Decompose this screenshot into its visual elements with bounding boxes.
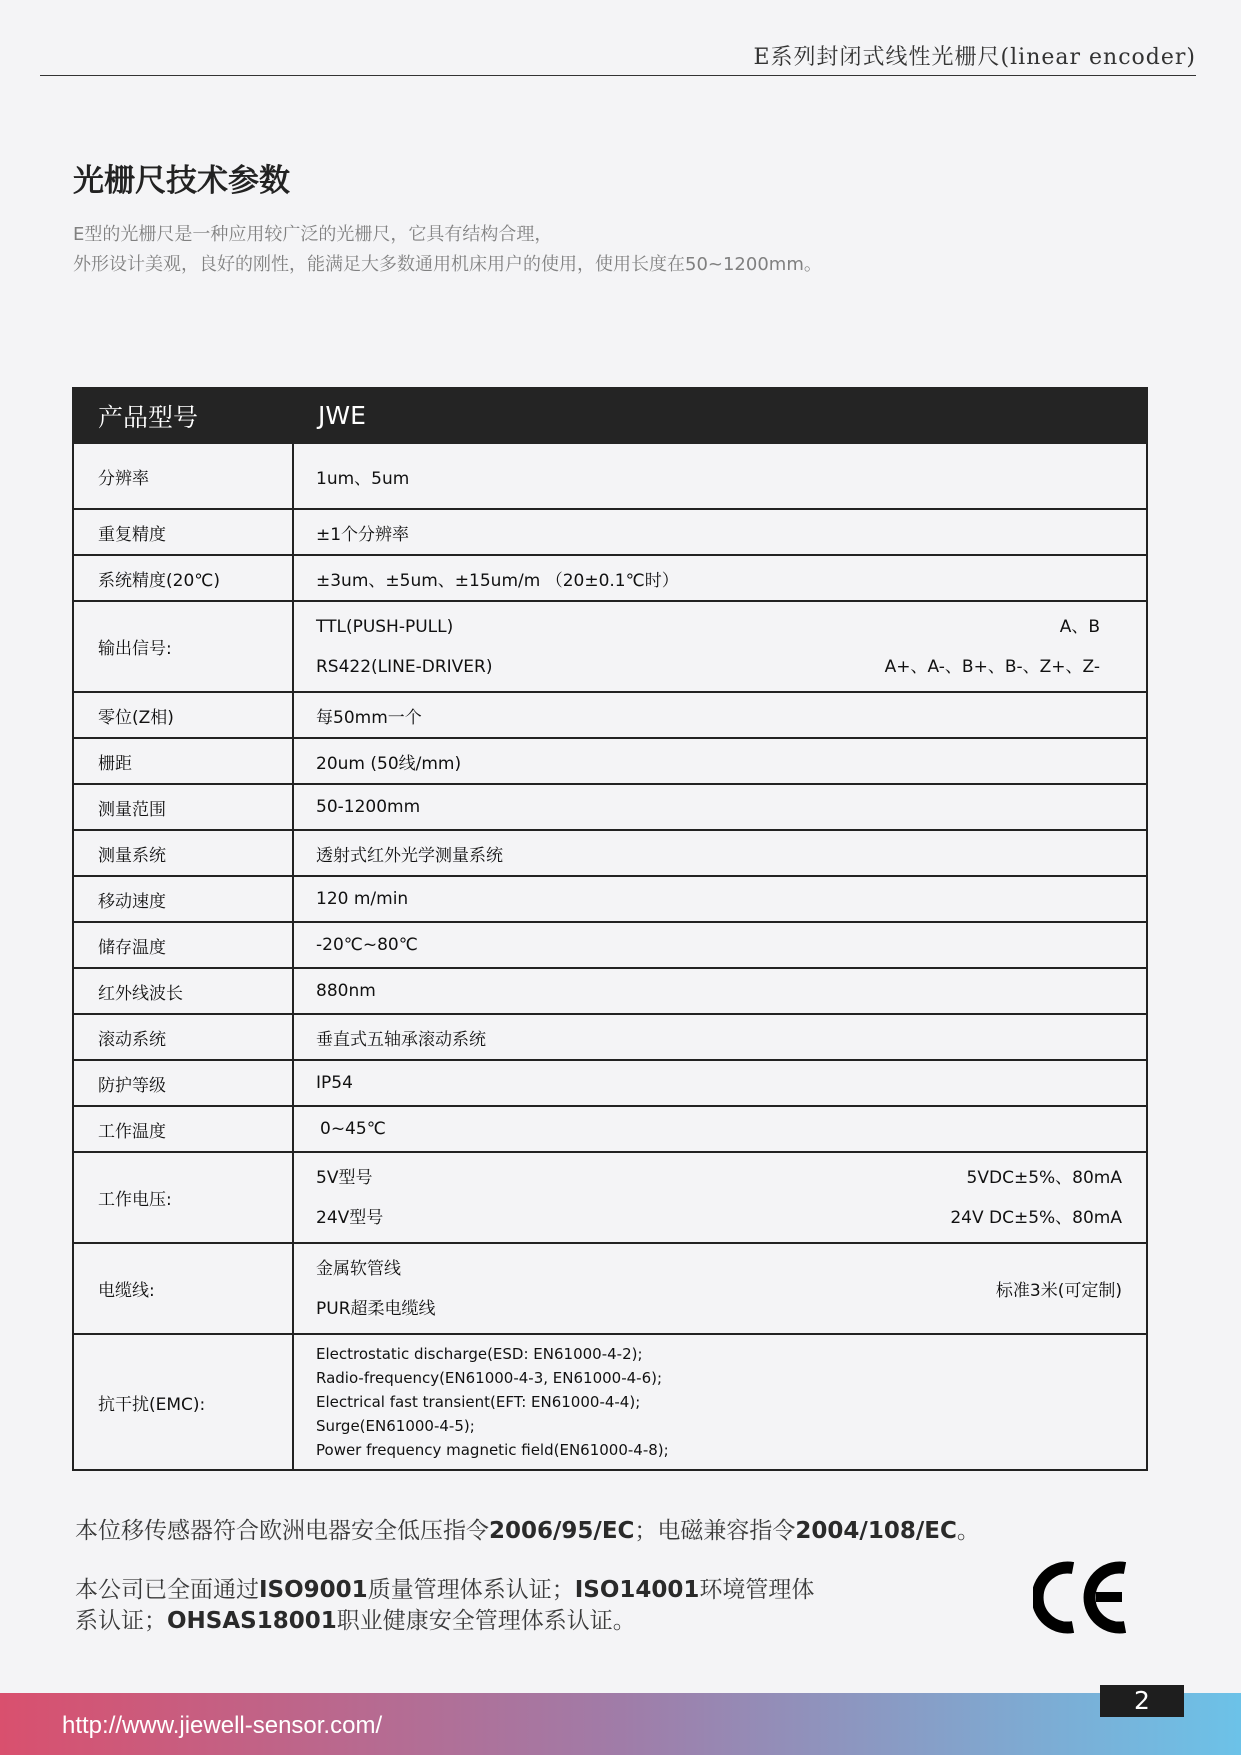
row-value: 1um、5um	[293, 443, 1147, 509]
table-header-row	[73, 388, 1147, 443]
row-label: 移动速度	[73, 876, 293, 922]
table-row	[73, 1152, 1147, 1243]
cable-types	[316, 1249, 436, 1329]
row-value: 50-1200mm	[293, 784, 1147, 830]
row-label: 抗干扰(EMC):	[73, 1334, 293, 1470]
cable-type: PUR超柔电缆线	[316, 1298, 436, 1319]
table-row	[73, 968, 1147, 1014]
table-row	[73, 876, 1147, 922]
cert-code: 2006/95/EC	[489, 1518, 635, 1544]
output-channels: A、B	[1059, 616, 1100, 637]
table-row	[73, 922, 1147, 968]
cable-block	[316, 1249, 1122, 1329]
cert-line	[75, 1606, 814, 1637]
table-row	[73, 1014, 1147, 1060]
header-label: 产品型号	[73, 388, 293, 443]
cert-code: 2004/108/EC	[795, 1518, 957, 1544]
intro-text	[73, 220, 822, 280]
cert-text: 本公司已全面通过	[75, 1577, 259, 1603]
row-label: 零位(Z相)	[73, 692, 293, 738]
row-value	[293, 1243, 1147, 1334]
emc-item: Radio-frequency(EN61000-4-3, EN61000-4-6);	[316, 1369, 663, 1387]
table-row	[73, 692, 1147, 738]
row-value: 20um (50线/mm)	[293, 738, 1147, 784]
voltage-line	[316, 1158, 1122, 1198]
spec-table	[72, 387, 1148, 1471]
voltage-model: 24V型号	[316, 1207, 384, 1228]
cert-text: ；电磁兼容指令	[634, 1518, 796, 1544]
cable-type: 金属软管线	[316, 1258, 401, 1279]
cert-text: 系认证；	[75, 1608, 167, 1634]
table-row	[73, 555, 1147, 601]
cable-length: 标准3米(可定制)	[995, 1281, 1122, 1301]
row-value: 透射式红外光学测量系统	[293, 830, 1147, 876]
row-value	[293, 601, 1147, 692]
output-type: TTL(PUSH-PULL)	[316, 616, 454, 637]
row-label: 分辨率	[73, 443, 293, 509]
row-label: 栅距	[73, 738, 293, 784]
row-label: 电缆线:	[73, 1243, 293, 1334]
row-value: 0~45℃	[293, 1106, 1147, 1152]
intro-line: 外形设计美观，良好的刚性，能满足大多数通用机床用户的使用，使用长度在50~1200mm。	[73, 254, 822, 275]
page-title: 光栅尺技术参数	[73, 163, 290, 199]
table-row	[73, 509, 1147, 555]
emc-item: Surge(EN61000-4-5);	[316, 1417, 475, 1435]
header-value: JWE	[293, 388, 1147, 443]
row-label: 测量系统	[73, 830, 293, 876]
table-row	[73, 1060, 1147, 1106]
header-rule	[40, 75, 1196, 76]
cert-code: OHSAS18001	[167, 1608, 337, 1634]
voltage-model: 5V型号	[316, 1167, 373, 1188]
table-row	[73, 1243, 1147, 1334]
row-value: IP54	[293, 1060, 1147, 1106]
certification-systems	[75, 1575, 814, 1637]
voltage-spec: 5VDC±5%、80mA	[966, 1167, 1122, 1188]
certification-statement	[75, 1516, 980, 1547]
row-label: 工作温度	[73, 1106, 293, 1152]
row-label: 测量范围	[73, 784, 293, 830]
cert-text: 。	[956, 1518, 980, 1544]
table-row	[73, 1334, 1147, 1470]
table-row	[73, 443, 1147, 509]
row-label: 防护等级	[73, 1060, 293, 1106]
row-value: 120 m/min	[293, 876, 1147, 922]
cert-text: 职业健康安全管理体系认证。	[336, 1608, 636, 1634]
cert-text: 本位移传感器符合欧洲电器安全低压指令	[75, 1518, 489, 1544]
ce-mark-icon	[1033, 1560, 1128, 1635]
row-value: ±1个分辨率	[293, 509, 1147, 555]
emc-item: Electrostatic discharge(ESD: EN61000-4-2);	[316, 1345, 643, 1363]
row-label: 工作电压:	[73, 1152, 293, 1243]
row-label: 滚动系统	[73, 1014, 293, 1060]
row-value	[293, 1152, 1147, 1243]
output-type: RS422(LINE-DRIVER)	[316, 656, 493, 677]
row-label: 储存温度	[73, 922, 293, 968]
row-label: 输出信号:	[73, 601, 293, 692]
table-row	[73, 738, 1147, 784]
cert-code: ISO14001	[574, 1577, 700, 1603]
row-value: 垂直式五轴承滚动系统	[293, 1014, 1147, 1060]
cert-text: 环境管理体	[699, 1577, 815, 1603]
table-row	[73, 784, 1147, 830]
row-label: 系统精度(20℃)	[73, 555, 293, 601]
cert-code: ISO9001	[259, 1577, 368, 1603]
cert-text: 质量管理体系认证；	[367, 1577, 575, 1603]
header-title: E系列封闭式线性光栅尺(linear encoder)	[753, 45, 1196, 70]
intro-line: E型的光栅尺是一种应用较广泛的光栅尺，它具有结构合理，	[73, 224, 553, 245]
row-label: 重复精度	[73, 509, 293, 555]
page-number: 2	[1100, 1685, 1184, 1717]
table-row	[73, 601, 1147, 692]
table-row	[73, 1106, 1147, 1152]
row-value: 880nm	[293, 968, 1147, 1014]
output-channels: A+、A-、B+、B-、Z+、Z-	[884, 656, 1100, 677]
row-label: 红外线波长	[73, 968, 293, 1014]
voltage-line	[316, 1198, 1122, 1238]
cert-line	[75, 1575, 814, 1606]
voltage-spec: 24V DC±5%、80mA	[950, 1207, 1122, 1228]
row-value: ±3um、±5um、±15um/m （20±0.1℃时）	[293, 555, 1147, 601]
output-line	[316, 607, 1122, 647]
row-value: 每50mm一个	[293, 692, 1147, 738]
output-line	[316, 647, 1122, 687]
emc-item: Power frequency magnetic field(EN61000-4-8);	[316, 1441, 669, 1459]
row-value	[293, 1334, 1147, 1470]
footer-url[interactable]: http://www.jiewell-sensor.com/	[62, 1712, 383, 1739]
table-row	[73, 830, 1147, 876]
emc-item: Electrical fast transient(EFT: EN61000-4-4);	[316, 1393, 641, 1411]
row-value: -20℃~80℃	[293, 922, 1147, 968]
